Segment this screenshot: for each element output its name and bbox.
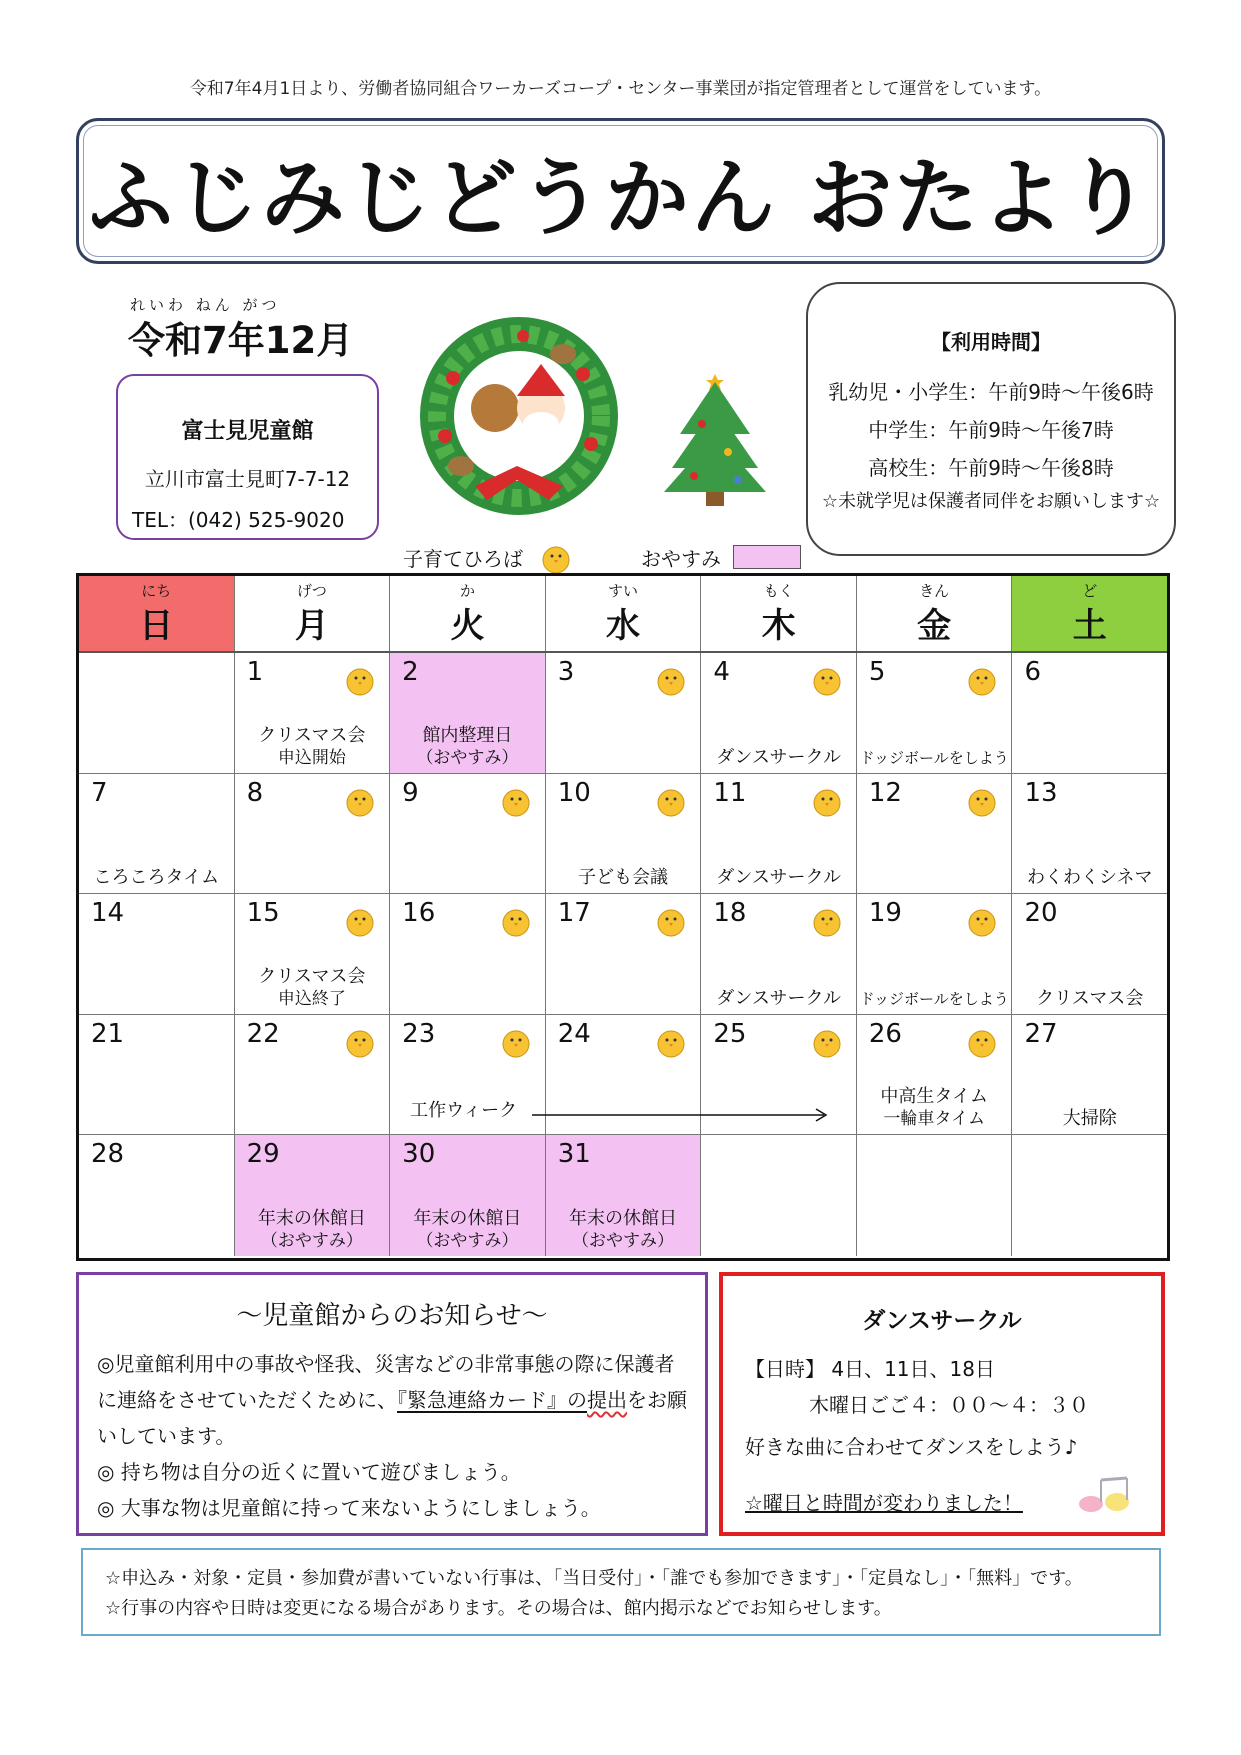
dance-desc: 好きな曲に合わせてダンスをしよう♪ xyxy=(745,1435,1078,1459)
calendar-day-cell xyxy=(1012,653,1167,773)
event-label: クリスマス会 xyxy=(258,965,366,987)
calendar-day-cell xyxy=(546,894,702,1014)
chick-icon xyxy=(812,663,842,696)
info-text-1c: 提出 xyxy=(587,1388,627,1412)
day-event xyxy=(1012,867,1167,889)
weekday-ruby: きん xyxy=(919,582,950,600)
calendar-day-cell xyxy=(79,894,235,1014)
event-sub-label: 申込開始 xyxy=(277,747,346,768)
hours-line-infant: 乳幼児・小学生：午前9時～午後6時 xyxy=(828,380,1154,404)
day-number: 31 xyxy=(557,1139,591,1169)
day-number: 16 xyxy=(402,898,436,928)
calendar-day-cell xyxy=(235,1135,391,1256)
calendar-day-cell xyxy=(79,1015,235,1135)
top-notice: 令和7年4月1日より、労働者協同組合ワーカーズコープ・センター事業団が指定管理者として運営をしています。 xyxy=(189,79,1052,99)
hours-line-junior: 中学生：午前9時～午後7時 xyxy=(868,418,1114,442)
day-event xyxy=(546,867,701,889)
legend-hiroba-label: 子育てひろば xyxy=(403,546,523,571)
weekday-header xyxy=(390,576,546,651)
calendar-day-cell xyxy=(857,653,1013,773)
day-event xyxy=(235,966,390,1010)
weekday-ruby: にち xyxy=(141,582,172,600)
chick-icon xyxy=(501,1025,531,1058)
weekday-ruby: すい xyxy=(608,582,639,600)
chick-icon xyxy=(967,1025,997,1058)
event-label: 子ども会議 xyxy=(578,867,669,888)
chick-icon xyxy=(967,663,997,696)
day-number: 15 xyxy=(246,898,280,928)
event-sub-label: 一輪車タイム xyxy=(883,1109,986,1129)
dance-title: ダンスサークル xyxy=(862,1308,1022,1334)
day-number: 18 xyxy=(713,898,747,928)
day-number: 21 xyxy=(91,1018,125,1049)
info-paragraph-2: ◎ 持ち物は自分の近くに置いて遊びましょう。 xyxy=(97,1460,521,1484)
day-event xyxy=(235,725,390,769)
weekday-header xyxy=(79,576,235,651)
day-number: 3 xyxy=(557,657,575,687)
event-label: 館内整理日 xyxy=(422,724,513,746)
chick-icon xyxy=(345,1025,375,1058)
day-event xyxy=(235,1208,390,1252)
calendar-day-cell xyxy=(235,653,391,773)
calendar-day-cell xyxy=(857,894,1013,1014)
weekday-label: 日 xyxy=(139,606,174,646)
day-number: 20 xyxy=(1024,898,1058,928)
weekday-ruby: もく xyxy=(763,582,794,600)
calendar-day-cell xyxy=(390,653,546,773)
day-number: 1 xyxy=(246,657,264,687)
hours-note: ☆未就学児は保護者同伴をお願いします☆ xyxy=(821,491,1161,512)
calendar-week-row xyxy=(79,774,1167,895)
event-label: ドッジボールをしよう xyxy=(859,748,1009,767)
calendar-day-cell xyxy=(235,894,391,1014)
event-sub-label: （おやすみ） xyxy=(260,1230,363,1251)
day-event xyxy=(390,1100,545,1122)
arrow-icon xyxy=(532,1108,832,1122)
info-paragraph-1 xyxy=(97,1346,687,1454)
calendar-day-cell xyxy=(390,894,546,1014)
info-title: ～児童館からのお知らせ～ xyxy=(236,1301,548,1331)
weekday-ruby: か xyxy=(459,582,475,600)
info-box xyxy=(76,1272,708,1536)
title-banner xyxy=(76,118,1165,264)
calendar-header xyxy=(79,576,1167,653)
weekday-label: 水 xyxy=(606,606,641,646)
weekday-header xyxy=(857,576,1013,651)
day-number: 7 xyxy=(91,777,108,808)
calendar-day-cell xyxy=(701,894,857,1014)
day-number: 19 xyxy=(868,898,902,928)
chick-icon xyxy=(656,663,686,696)
day-number: 11 xyxy=(713,777,747,808)
music-note-icon xyxy=(1075,1474,1135,1514)
day-event xyxy=(1012,1108,1167,1130)
day-number: 29 xyxy=(246,1139,280,1169)
dance-change-note: ☆曜日と時間が変わりました！ xyxy=(745,1491,1023,1515)
calendar-week-row xyxy=(79,894,1167,1015)
footer-notes xyxy=(81,1548,1161,1636)
chick-icon xyxy=(656,904,686,937)
day-event xyxy=(79,867,234,889)
legend-holiday-label: おやすみ xyxy=(641,546,721,571)
footer-line-2: ☆行事の内容や日時は変更になる場合があります。その場合は、館内掲示などでお知らせします。 xyxy=(105,1598,892,1619)
info-text-1d: をお願いしています。 xyxy=(97,1388,687,1448)
weekday-header xyxy=(235,576,391,651)
weekday-header xyxy=(546,576,702,651)
event-label: ドッジボールをしよう xyxy=(859,989,1009,1008)
day-event xyxy=(857,747,1012,769)
calendar-day-cell xyxy=(546,774,702,894)
calendar-body xyxy=(79,653,1167,1256)
page-title: ふじみじどうかん おたより xyxy=(88,148,1153,247)
chick-icon xyxy=(656,1025,686,1058)
calendar-day-cell xyxy=(235,1015,391,1135)
facility-box xyxy=(116,374,379,540)
event-label: 中高生タイム xyxy=(880,1086,988,1107)
calendar-day-cell xyxy=(701,774,857,894)
day-event xyxy=(390,725,545,769)
day-number: 5 xyxy=(868,657,886,687)
day-number: 6 xyxy=(1024,657,1042,687)
event-sub-label: （おやすみ） xyxy=(572,1230,675,1251)
event-label: 年末の休館日 xyxy=(569,1207,678,1229)
facility-address: 立川市富士見町7-7-12 xyxy=(144,467,351,491)
calendar-day-cell xyxy=(390,1015,546,1135)
event-label: ダンスサークル xyxy=(716,867,841,888)
month-label: 令和7年12月 xyxy=(128,319,354,362)
calendar-day-cell xyxy=(546,653,702,773)
chick-icon xyxy=(345,904,375,937)
calendar-day-cell xyxy=(390,774,546,894)
weekday-label: 金 xyxy=(917,606,952,646)
calendar-day-cell xyxy=(701,1135,857,1256)
facility-tel: TEL：(042) 525-9020 xyxy=(132,508,345,532)
day-number: 24 xyxy=(557,1018,591,1049)
weekday-header xyxy=(1012,576,1167,651)
event-sub-label: （おやすみ） xyxy=(416,747,519,768)
day-event xyxy=(546,1208,701,1252)
day-number: 10 xyxy=(557,777,591,808)
event-label: ダンスサークル xyxy=(716,746,841,768)
chick-icon xyxy=(812,784,842,817)
holiday-swatch xyxy=(733,545,801,569)
calendar-day-cell xyxy=(1012,774,1167,894)
day-number: 25 xyxy=(713,1018,747,1049)
weekday-ruby: ど xyxy=(1082,582,1098,600)
weekday-label: 火 xyxy=(450,606,485,646)
chick-icon xyxy=(656,784,686,817)
hours-line-high: 高校生：午前9時～午後8時 xyxy=(868,456,1114,480)
info-paragraph-3: ◎ 大事な物は児童館に持って来ないようにしましょう。 xyxy=(97,1496,601,1520)
day-number: 27 xyxy=(1024,1018,1058,1049)
weekday-ruby: げつ xyxy=(296,582,327,600)
day-event xyxy=(857,988,1012,1010)
calendar-week-row xyxy=(79,1135,1167,1256)
day-number: 26 xyxy=(868,1018,902,1049)
dance-time: 木曜日ごご４：００～４：３０ xyxy=(809,1393,1089,1417)
chick-icon xyxy=(812,904,842,937)
day-number: 28 xyxy=(91,1139,125,1169)
event-label: ダンスサークル xyxy=(716,987,841,1009)
day-number: 13 xyxy=(1024,777,1058,808)
weekday-header xyxy=(701,576,857,651)
day-number: 12 xyxy=(868,777,902,808)
info-text-1b: 『緊急連絡カード』の xyxy=(397,1388,587,1412)
footer-line-1: ☆申込み・対象・定員・参加費が書いていない行事は、「当日受付」・「誰でも参加できます」・「定員なし」・「無料」です。 xyxy=(105,1568,1083,1589)
event-label: 年末の休館日 xyxy=(257,1207,366,1229)
day-number: 2 xyxy=(402,657,419,687)
day-event xyxy=(390,1208,545,1252)
event-label: 大掃除 xyxy=(1062,1108,1117,1129)
calendar-day-cell xyxy=(390,1135,546,1256)
calendar-day-cell xyxy=(1012,1015,1167,1135)
calendar-day-cell xyxy=(1012,1135,1167,1256)
event-label: クリスマス会 xyxy=(258,724,366,746)
calendar-week-row xyxy=(79,653,1167,774)
calendar-day-cell xyxy=(1012,894,1167,1014)
chick-icon xyxy=(541,541,571,574)
legend xyxy=(403,542,801,572)
calendar-day-cell xyxy=(857,1015,1013,1135)
chick-icon xyxy=(501,904,531,937)
calendar-day-cell xyxy=(235,774,391,894)
day-number: 4 xyxy=(713,657,730,687)
event-label: 年末の休館日 xyxy=(413,1207,522,1229)
weekday-label: 木 xyxy=(761,606,796,646)
day-number: 8 xyxy=(246,777,264,808)
day-event xyxy=(857,1086,1012,1130)
event-label: クリスマス会 xyxy=(1036,987,1144,1009)
day-number: 22 xyxy=(246,1018,280,1049)
chick-icon xyxy=(501,784,531,817)
day-number: 9 xyxy=(402,777,419,808)
christmas-wreath-illustration xyxy=(413,316,625,528)
hours-title: 【利用時間】 xyxy=(931,330,1051,354)
weekday-label: 月 xyxy=(294,606,329,646)
calendar-day-cell xyxy=(79,1135,235,1256)
chick-icon xyxy=(967,784,997,817)
christmas-tree-illustration xyxy=(658,364,772,510)
day-number: 23 xyxy=(402,1018,436,1049)
day-number: 14 xyxy=(91,898,125,928)
day-event xyxy=(1012,988,1167,1010)
calendar-day-cell xyxy=(857,1135,1013,1256)
day-number: 17 xyxy=(557,898,591,928)
chick-icon xyxy=(345,784,375,817)
dance-dates: 【日時】 4日、11日、18日 xyxy=(745,1357,995,1381)
event-label: 工作ウィーク xyxy=(410,1100,518,1121)
calendar-day-cell xyxy=(857,774,1013,894)
weekday-label: 土 xyxy=(1072,606,1107,646)
calendar-day-cell xyxy=(79,653,235,773)
dance-box xyxy=(719,1272,1165,1536)
hours-box xyxy=(806,282,1176,556)
chick-icon xyxy=(812,1025,842,1058)
day-event xyxy=(701,988,856,1010)
event-label: わくわくシネマ xyxy=(1027,867,1153,888)
chick-icon xyxy=(345,663,375,696)
chick-icon xyxy=(967,904,997,937)
event-sub-label: （おやすみ） xyxy=(416,1230,519,1251)
calendar-day-cell xyxy=(701,653,857,773)
event-label: ころころタイム xyxy=(93,867,220,888)
day-number: 30 xyxy=(402,1139,436,1169)
info-text-1a: ◎児童館利用中の事故や怪我、災害などの非常事態の際に保護者に連絡をさせていただくために、 xyxy=(97,1352,675,1412)
event-sub-label: 申込終了 xyxy=(277,988,346,1009)
facility-name: 富士見児童館 xyxy=(181,419,314,444)
calendar xyxy=(76,573,1170,1261)
calendar-day-cell xyxy=(546,1135,702,1256)
day-event xyxy=(701,747,856,769)
calendar-day-cell xyxy=(79,774,235,894)
day-event xyxy=(701,867,856,889)
month-ruby: れいわ ねん がつ xyxy=(130,296,281,314)
